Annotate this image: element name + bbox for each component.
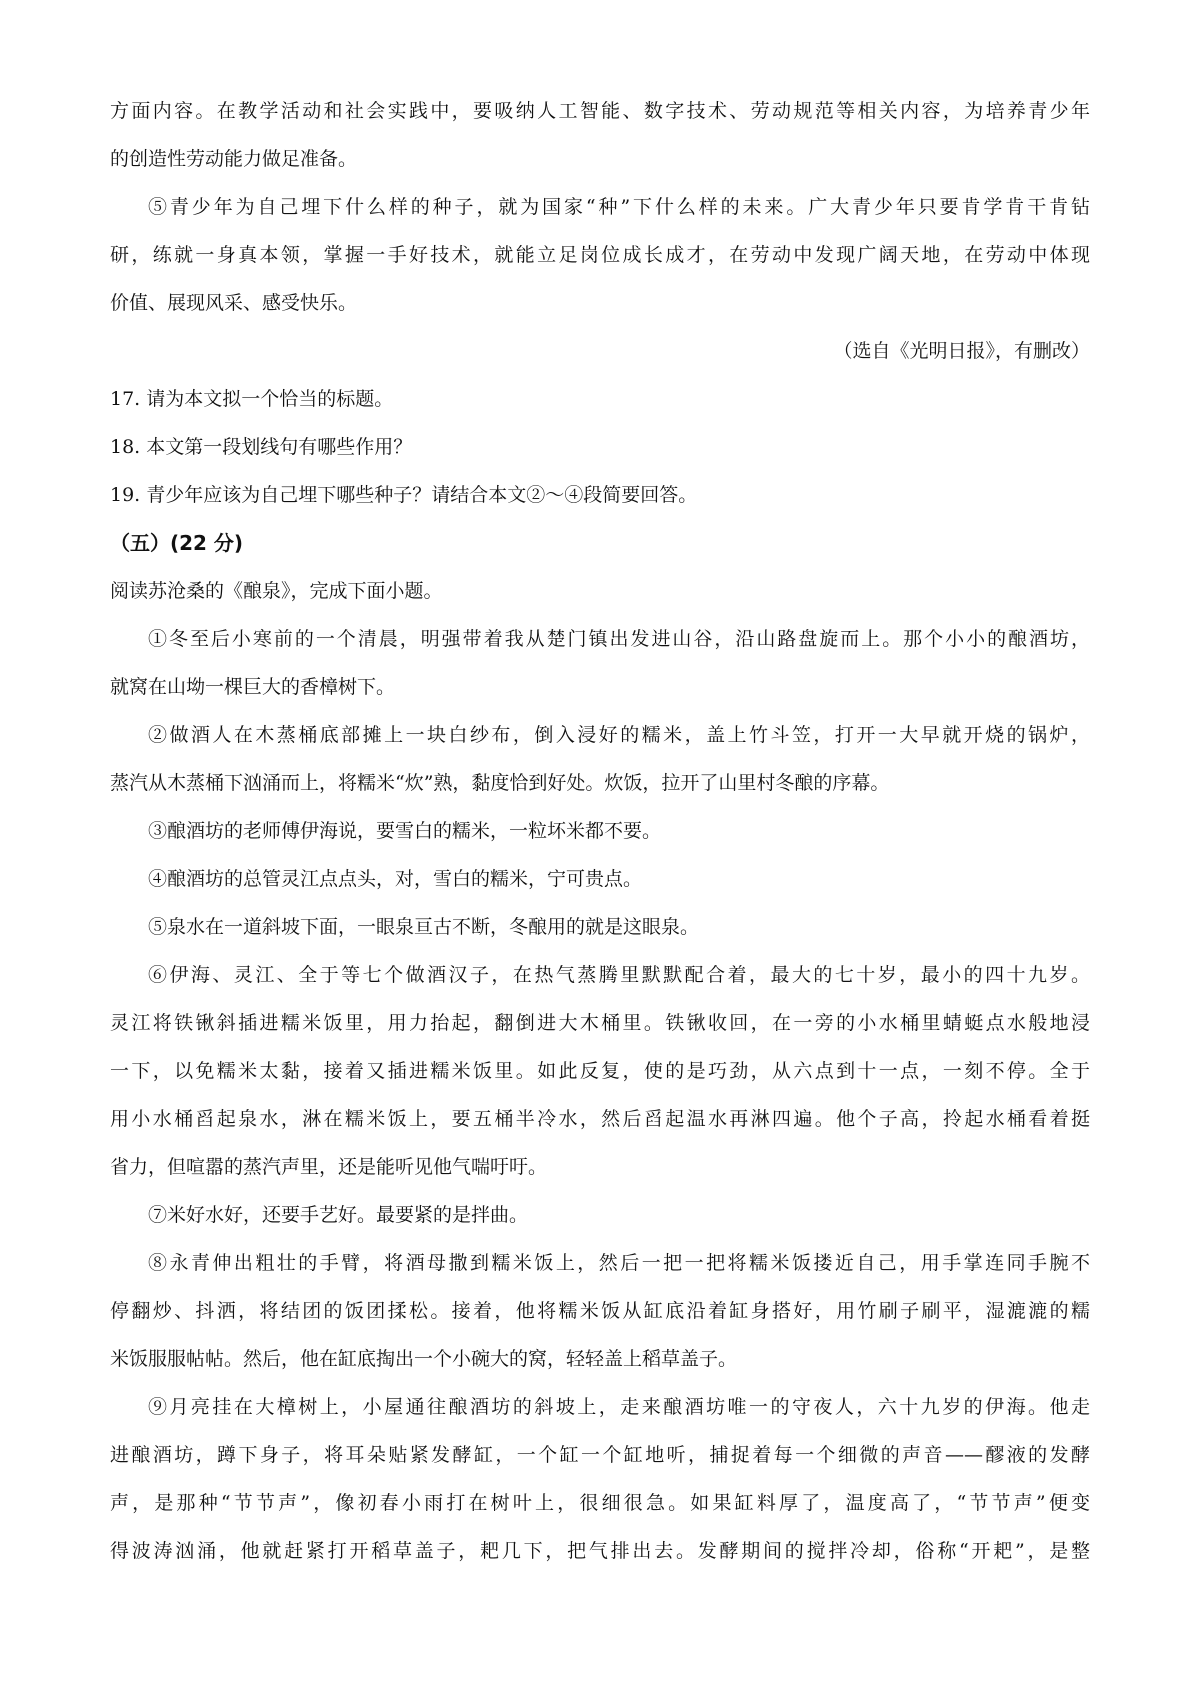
text-line: ⑥伊海、灵江、全于等七个做酒汉子，在热气蒸腾里默默配合着，最大的七十岁，最小的四十九岁。 — [148, 964, 1090, 986]
text-line: ⑤泉水在一道斜坡下面，一眼泉亘古不断，冬酿用的就是这眼泉。 — [148, 916, 700, 938]
text-line: 进酿酒坊，蹲下身子，将耳朵贴紧发酵缸，一个缸一个缸地听，捕捉着每一个细微的声音——醪液的发酵 — [110, 1444, 1090, 1466]
text-line: ⑧永青伸出粗壮的手臂，将酒母撒到糯米饭上，然后一把一把将糯米饭搂近自己，用手掌连同手腕不 — [148, 1252, 1090, 1274]
text-line: ⑤青少年为自己埋下什么样的种子，就为国家“种”下什么样的未来。广大青少年只要肯学肯干肯钻 — [148, 196, 1090, 218]
text-line: 的创造性劳动能力做足准备。 — [110, 148, 358, 170]
text-line: ⑨月亮挂在大樟树上，小屋通往酿酒坊的斜坡上，走来酿酒坊唯一的守夜人，六十九岁的伊海。他走 — [148, 1396, 1090, 1418]
text-line: （选自《光明日报》，有删改） — [833, 340, 1090, 362]
text-line: 18. 本文第一段划线句有哪些作用？ — [110, 436, 413, 458]
document-page — [110, 92, 1090, 1580]
text-line: ③酿酒坊的老师傅伊海说，要雪白的糯米，一粒坏米都不要。 — [148, 820, 662, 842]
text-line: 就窝在山坳一棵巨大的香樟树下。 — [110, 676, 396, 698]
text-line: 17. 请为本文拟一个恰当的标题。 — [110, 388, 394, 410]
text-line: ①冬至后小寒前的一个清晨，明强带着我从楚门镇出发进山谷，沿山路盘旋而上。那个小小的酿酒坊， — [148, 628, 1090, 650]
text-line: ④酿酒坊的总管灵江点点头，对，雪白的糯米，宁可贵点。 — [148, 868, 643, 890]
text-line: 19. 青少年应该为自己埋下哪些种子？请结合本文②～④段简要回答。 — [110, 484, 698, 506]
text-line: 价值、展现风采、感受快乐。 — [110, 292, 358, 314]
text-line: 研，练就一身真本领，掌握一手好技术，就能立足岗位成长成才，在劳动中发现广阔天地，在劳动中体现 — [110, 244, 1090, 266]
text-line: 阅读苏沧桑的《酿泉》，完成下面小题。 — [110, 580, 443, 602]
text-line: 用小水桶舀起泉水，淋在糯米饭上，要五桶半冷水，然后舀起温水再淋四遍。他个子高，拎起水桶看着挺 — [110, 1108, 1090, 1130]
text-line: 声，是那种“节节声”，像初春小雨打在树叶上，很细很急。如果缸料厚了，温度高了，“节节声”便变 — [110, 1492, 1090, 1514]
text-line: 得波涛汹涌，他就赶紧打开稻草盖子，耙几下，把气排出去。发酵期间的搅拌冷却，俗称“开耙”，是整 — [110, 1540, 1090, 1562]
text-line: 停翻炒、抖洒，将结团的饭团揉松。接着，他将糯米饭从缸底沿着缸身搭好，用竹刷子刷平，湿漉漉的糯 — [110, 1300, 1090, 1322]
text-line: 灵江将铁锹斜插进糯米饭里，用力抬起，翻倒进大木桶里。铁锹收回，在一旁的小水桶里蜻蜓点水般地浸 — [110, 1012, 1090, 1034]
text-line: 省力，但喧嚣的蒸汽声里，还是能听见他气喘吁吁。 — [110, 1156, 548, 1178]
text-line: 蒸汽从木蒸桶下汹涌而上，将糯米“炊”熟，黏度恰到好处。炊饭，拉开了山里村冬酿的序幕。 — [110, 772, 890, 794]
text-line: 米饭服服帖帖。然后，他在缸底掏出一个小碗大的窝，轻轻盖上稻草盖子。 — [110, 1348, 738, 1370]
text-line: ②做酒人在木蒸桶底部摊上一块白纱布，倒入浸好的糯米，盖上竹斗笠，打开一大早就开烧的锅炉， — [148, 724, 1090, 746]
section-heading: （五）(22 分) — [110, 531, 244, 555]
text-line: ⑦米好水好，还要手艺好。最要紧的是拌曲。 — [148, 1204, 529, 1226]
text-line: 方面内容。在教学活动和社会实践中，要吸纳人工智能、数字技术、劳动规范等相关内容，为培养青少年 — [110, 100, 1090, 122]
text-line: 一下，以免糯米太黏，接着又插进糯米饭里。如此反复，使的是巧劲，从六点到十一点，一刻不停。全于 — [110, 1060, 1090, 1082]
